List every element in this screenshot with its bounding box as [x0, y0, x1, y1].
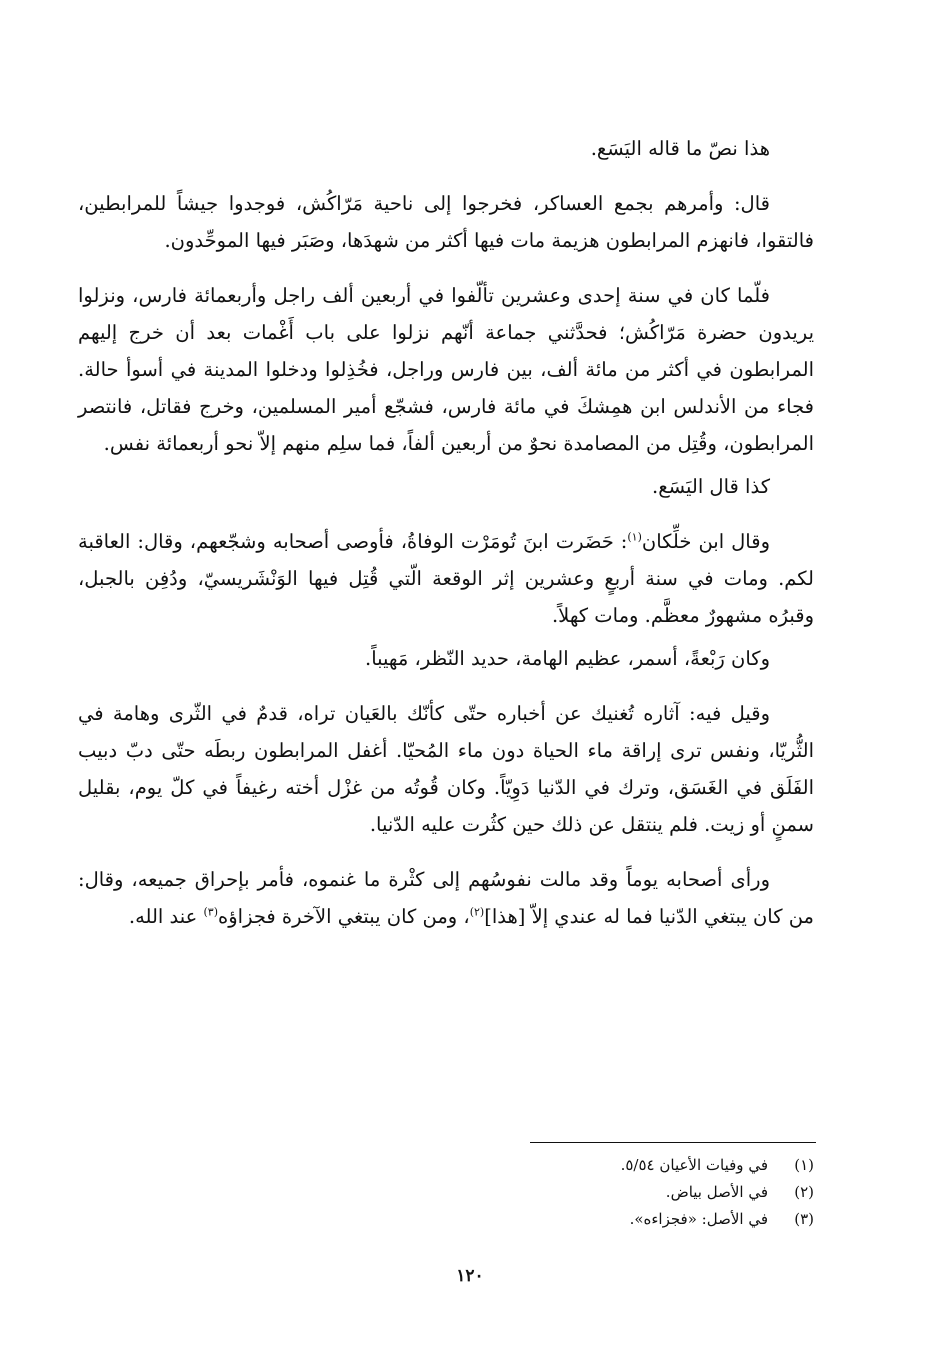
main-text — [78, 130, 814, 935]
paragraph-7: وقيل فيه: آثاره تُغنيك عن أخباره حتّى كأنّك بالعَيان تراه، قدمٌ في الثّرى وهامة في الثُّريّا، ونفس ترى إراقة ماء الحياة دون ماء المُحيّا. أغفل المرابطون ربطَه حتّى دبّ دبيب الفَلَق في الغَسَق، وترك في الدّنيا دَوِيّاً. وكان قُوتُه من غزْل أخته رغيفاً في كلّ يوم، بقليل سمنٍ أو زيت. فلم ينتقل عن ذلك حين كثُرت عليه الدّنيا. — [78, 702, 814, 836]
footnote-text: في الأصل: «فجزاءه». — [629, 1210, 768, 1228]
paragraph-8: ورأى أصحابه يوماً وقد مالت نفوسُهم إلى كثْرة ما غنموه، فأمر بإحراق جميعه، وقال: من كان يبتغي الدّنيا فما له عندي إلاّ [هذا]$^{(٢)}$، ومن كان يبتغي الآخرة فجزاؤه$^{(٣)}$ عند الله. — [78, 868, 814, 928]
footnote-mark: (١) — [627, 530, 642, 544]
footnote-mark: (٣) — [203, 905, 219, 919]
footnote-number: (١) — [794, 1156, 814, 1174]
paragraph-1: هذا نصّ ما قاله اليَسَع. — [590, 137, 770, 160]
footnote-2 — [294, 1179, 814, 1206]
footnotes — [294, 1152, 814, 1233]
footnote-mark: (٢) — [469, 905, 485, 919]
paragraph-4: كذا قال اليَسَع. — [652, 475, 770, 498]
page-number: ١٢٠ — [456, 1266, 484, 1286]
paragraph-6: وكان رَبْعةً، أسمر، عظيم الهامة، حديد النّظر، مَهيباً. — [365, 647, 770, 670]
footnote-divider — [530, 1142, 816, 1143]
footnote-number: (٢) — [794, 1183, 814, 1201]
paragraph-3: فلّما كان في سنة إحدى وعشرين تألّفوا في أربعين ألف راجل وأربعمائة فارس، ونزلوا يريدون حضرة مَرّاكُش؛ فحدَّثني جماعة أنّهم نزلوا على باب أَغْمات بعد أن خرج إليهم المرابطون في أكثر من مائة ألف، بين فارس وراجل، فخُذِلوا ودخلوا المدينة في أسوأ حالة. فجاء من الأندلس ابن همِشكَ في مائة فارس، فشجّع أمير المسلمين، وخرج فقاتل، فانتصر المرابطون، وقُتِل من المصامدة نحوٌ من أربعين ألفاً، فما سلِم منهم إلاّ نحو أربعمائة نفس. — [78, 284, 814, 455]
paragraph-2: قال: وأمرهم بجمع العساكر، فخرجوا إلى ناحية مَرّاكُش، فوجدوا جيشاً للمرابطين، فالتقوا، فانهزم المرابطون هزيمة مات فيها أكثر من شهدَها، وصَبَر فيها الموحِّدون. — [78, 192, 814, 252]
footnote-number: (٣) — [794, 1210, 814, 1228]
footnote-1 — [294, 1152, 814, 1179]
footnote-3 — [294, 1206, 814, 1233]
paragraph-5: وقال ابن خلِّكان$^{(١)}$: حَضَرت ابنَ تُومَرْت الوفاةُ، فأوصى أصحابه وشجّعهم، وقال: العاقبة لكم. ومات في سنة أربعٍ وعشرين إثر الوقعة الّتي قُتِل فيها الوَنْشَريسيّ، ودُفِن بالجبل، وقبرُه مشهورٌ معظَّم. ومات كهلاً. — [78, 530, 814, 627]
footnote-text: في الأصل بياض. — [665, 1183, 768, 1201]
footnote-text: في وفيات الأعيان ٥/٥٤. — [620, 1156, 768, 1174]
